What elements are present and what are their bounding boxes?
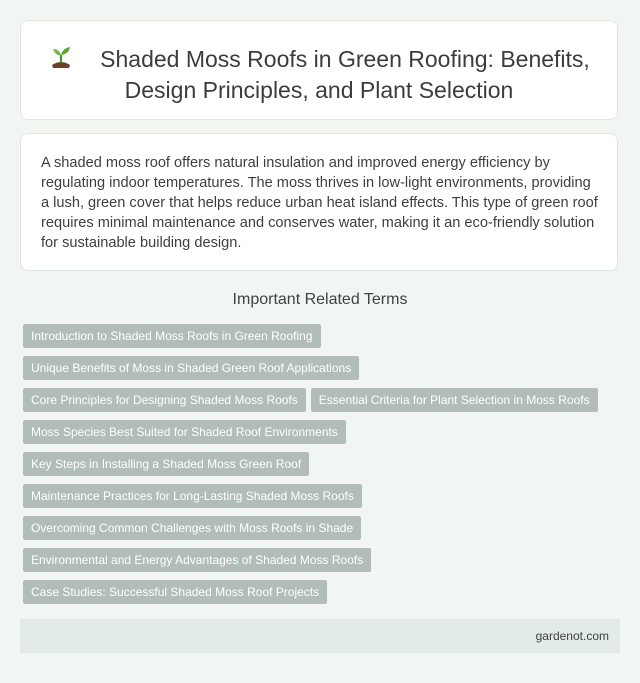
term-tag[interactable]: Introduction to Shaded Moss Roofs in Green Roofing (23, 324, 321, 348)
page-title (21, 44, 617, 106)
footer-site-link[interactable]: gardenot.com (535, 629, 609, 643)
term-tag[interactable]: Moss Species Best Suited for Shaded Roof Environments (23, 420, 346, 444)
related-terms-heading: Important Related Terms (232, 291, 408, 308)
term-tag[interactable]: Unique Benefits of Moss in Shaded Green Roof Applications (23, 356, 359, 380)
term-tag[interactable]: Overcoming Common Challenges with Moss Roofs in Shade (23, 516, 361, 540)
title-card (20, 20, 618, 120)
intro-paragraph: A shaded moss roof offers natural insulation and improved energy efficiency by regulating indoor temperatures. The moss thrives in low-light environments, providing a lush, green cover that helps reduce urban heat island effects. This type of green roof requires minimal maintenance and conserves water, making it an eco-friendly solution for sustainable building design. (41, 155, 598, 251)
related-terms-list (23, 324, 623, 612)
intro-card (20, 133, 618, 271)
title-line-2: Design Principles, and Plant Selection (124, 77, 514, 103)
seedling-icon (48, 44, 74, 70)
term-tag[interactable]: Case Studies: Successful Shaded Moss Roof Projects (23, 580, 327, 604)
term-tag[interactable]: Essential Criteria for Plant Selection in Moss Roofs (311, 388, 598, 412)
term-tag[interactable]: Environmental and Energy Advantages of Shaded Moss Roofs (23, 548, 371, 572)
term-tag[interactable]: Key Steps in Installing a Shaded Moss Green Roof (23, 452, 309, 476)
term-tag[interactable]: Core Principles for Designing Shaded Moss Roofs (23, 388, 306, 412)
title-line-1: Shaded Moss Roofs in Green Roofing: Benefits, (100, 46, 590, 72)
term-tag[interactable]: Maintenance Practices for Long-Lasting Shaded Moss Roofs (23, 484, 362, 508)
footer (20, 619, 620, 653)
